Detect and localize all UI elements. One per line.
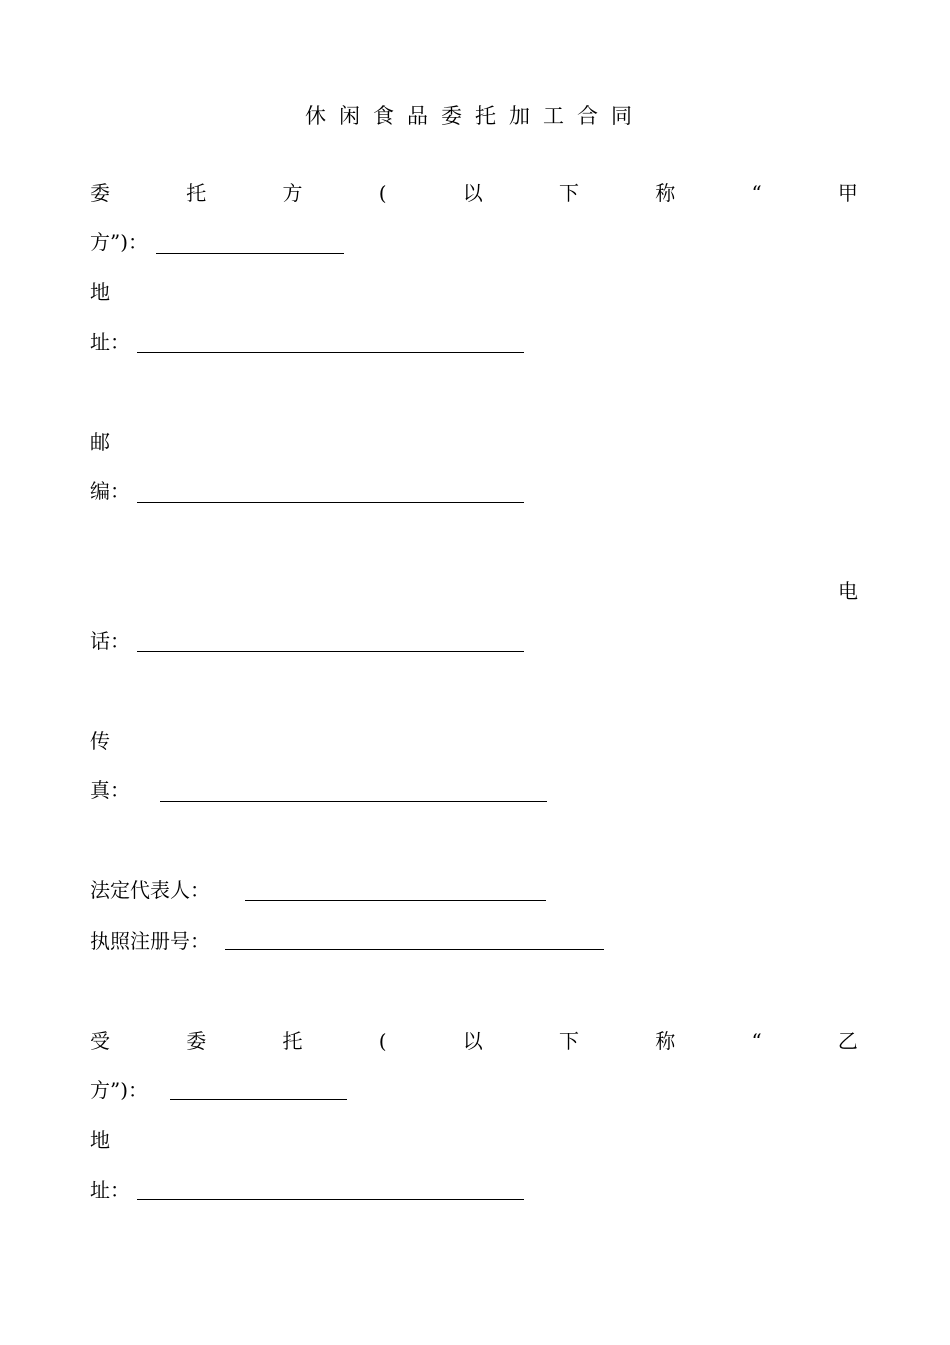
party-a-postcode-label-1: 邮 (90, 430, 110, 454)
party-a-intro-char: “ (751, 181, 762, 205)
party-a-fax-label-1: 传 (90, 729, 110, 753)
legal-rep-blank[interactable] (245, 900, 546, 901)
party-a-intro-char: 方 (282, 181, 303, 205)
party-b-intro-char: “ (751, 1029, 762, 1053)
party-a-phone-blank[interactable] (137, 651, 524, 652)
party-b-intro-char: 委 (186, 1029, 207, 1053)
party-a-intro-char: 托 (186, 181, 207, 205)
license-no-blank[interactable] (225, 949, 604, 950)
party-a-postcode-blank[interactable] (137, 502, 524, 503)
party-a-intro-char: ( (378, 181, 387, 205)
party-a-intro-char: 以 (462, 181, 483, 205)
party-b-intro-char: 托 (282, 1029, 303, 1053)
party-b-intro-char: ( (378, 1029, 387, 1053)
party-a-name-label: 方”)： (90, 230, 149, 254)
party-a-intro-char: 甲 (837, 181, 858, 205)
party-b-address-blank[interactable] (137, 1199, 524, 1200)
legal-rep-label: 法定代表人： (90, 878, 210, 902)
party-b-intro-char: 称 (655, 1029, 676, 1053)
license-no-label: 执照注册号： (90, 929, 210, 953)
party-a-intro (90, 178, 858, 208)
party-a-fax-blank[interactable] (160, 801, 547, 802)
party-a-address-label-2: 址： (90, 330, 130, 354)
party-a-address-label-1: 地 (90, 280, 110, 304)
party-a-name-blank[interactable] (156, 253, 344, 254)
party-b-intro-char: 乙 (837, 1029, 858, 1053)
party-a-postcode-label-2: 编： (90, 479, 130, 503)
party-b-name-blank[interactable] (170, 1099, 347, 1100)
party-b-intro (90, 1026, 858, 1056)
party-b-intro-char: 以 (462, 1029, 483, 1053)
party-a-intro-char: 委 (90, 181, 110, 205)
party-b-intro-char: 受 (90, 1029, 110, 1053)
document-title: 休闲食品委托加工合同 (305, 104, 645, 128)
party-b-address-label-2: 址： (90, 1178, 130, 1202)
party-b-name-label: 方”)： (90, 1078, 149, 1102)
party-b-address-label-1: 地 (90, 1128, 110, 1152)
party-a-phone-label-1: 电 (838, 579, 858, 603)
party-a-intro-char: 称 (655, 181, 676, 205)
party-a-intro-char: 下 (558, 181, 579, 205)
party-a-fax-label-2: 真： (90, 778, 130, 802)
party-a-address-blank[interactable] (137, 352, 524, 353)
party-b-intro-char: 下 (558, 1029, 579, 1053)
party-a-phone-label-2: 话： (90, 629, 130, 653)
